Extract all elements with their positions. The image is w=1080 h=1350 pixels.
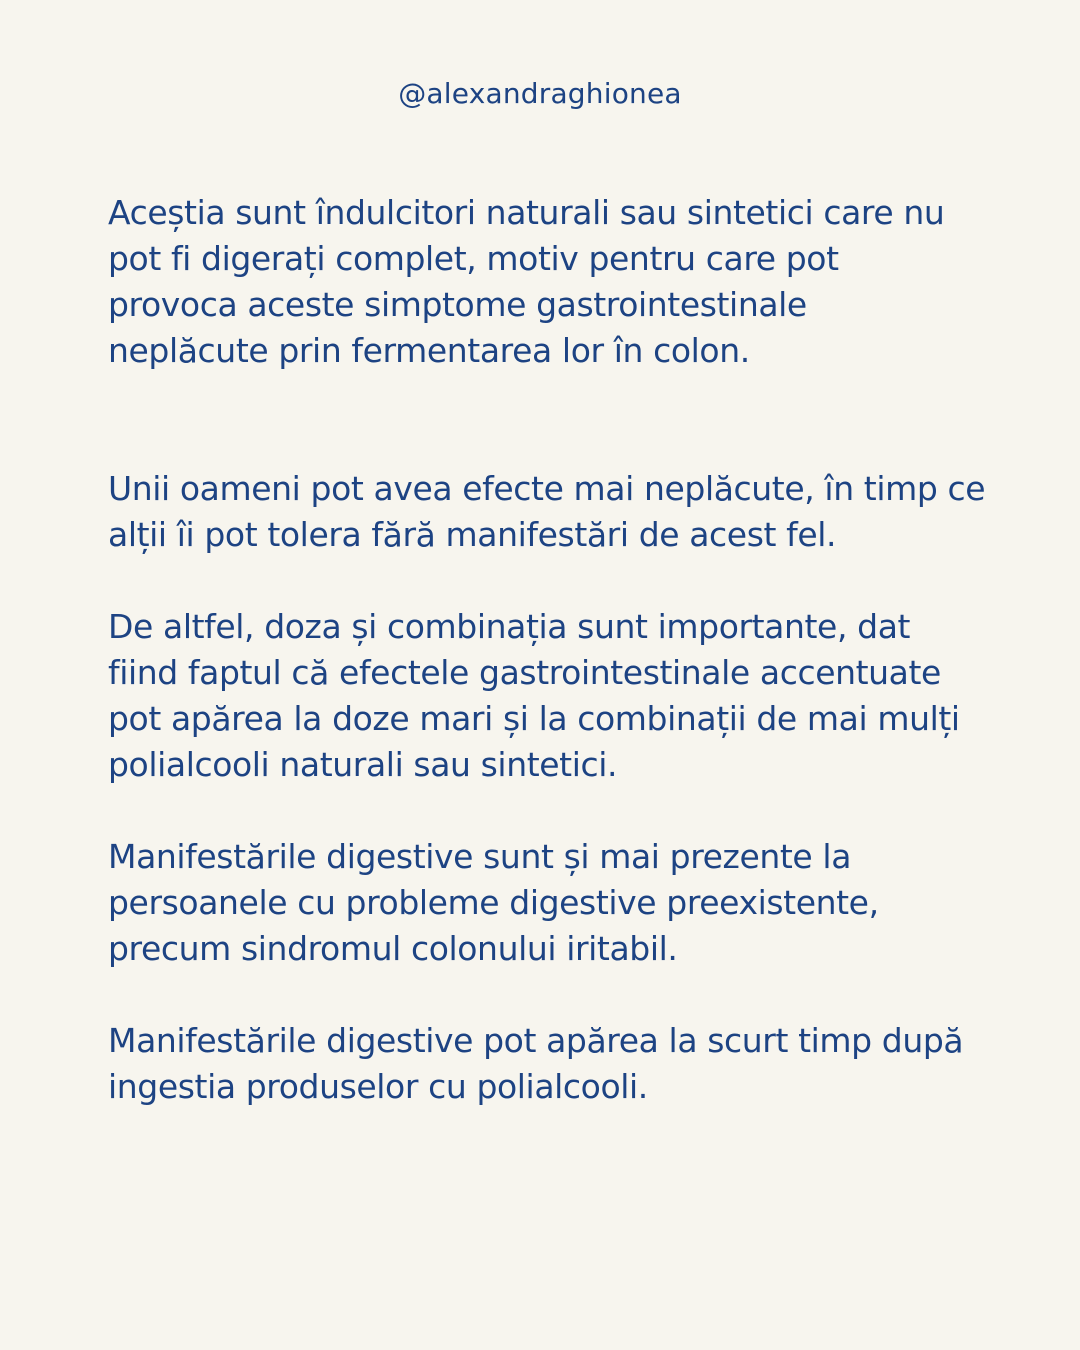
paragraph-line: pot fi digerați complet, motiv pentru care pot xyxy=(108,239,839,278)
paragraph-line: provoca aceste simptome gastrointestinale xyxy=(108,285,807,324)
paragraph-line: persoanele cu probleme digestive preexistente, xyxy=(108,883,879,922)
paragraph-line: fiind faptul că efectele gastrointestinale accentuate xyxy=(108,653,941,692)
paragraph-line: ingestia produselor cu polialcooli. xyxy=(108,1067,648,1106)
paragraph-3 xyxy=(108,604,988,788)
paragraph-5 xyxy=(108,1018,988,1110)
paragraph-line: pot apărea la doze mari și la combinații de mai mulți xyxy=(108,699,960,738)
text-body xyxy=(108,190,988,1110)
paragraph-line: Manifestările digestive pot apărea la scurt timp după xyxy=(108,1021,964,1060)
paragraph-4 xyxy=(108,834,988,972)
author-handle: @alexandraghionea xyxy=(398,77,682,110)
paragraph-line: Manifestările digestive sunt și mai prezente la xyxy=(108,837,852,876)
paragraph-line: De altfel, doza și combinația sunt importante, dat xyxy=(108,607,911,646)
paragraph-line: precum sindromul colonului iritabil. xyxy=(108,929,678,968)
paragraph-2 xyxy=(108,466,988,558)
paragraph-line: Unii oameni pot avea efecte mai neplăcute, în timp ce xyxy=(108,469,986,508)
paragraph-1 xyxy=(108,190,988,374)
paragraph-line: alții îi pot tolera fără manifestări de acest fel. xyxy=(108,515,837,554)
paragraph-line: polialcooli naturali sau sintetici. xyxy=(108,745,618,784)
paragraph-line: Aceștia sunt îndulcitori naturali sau sintetici care nu xyxy=(108,193,945,232)
paragraph-line: neplăcute prin fermentarea lor în colon. xyxy=(108,331,750,370)
